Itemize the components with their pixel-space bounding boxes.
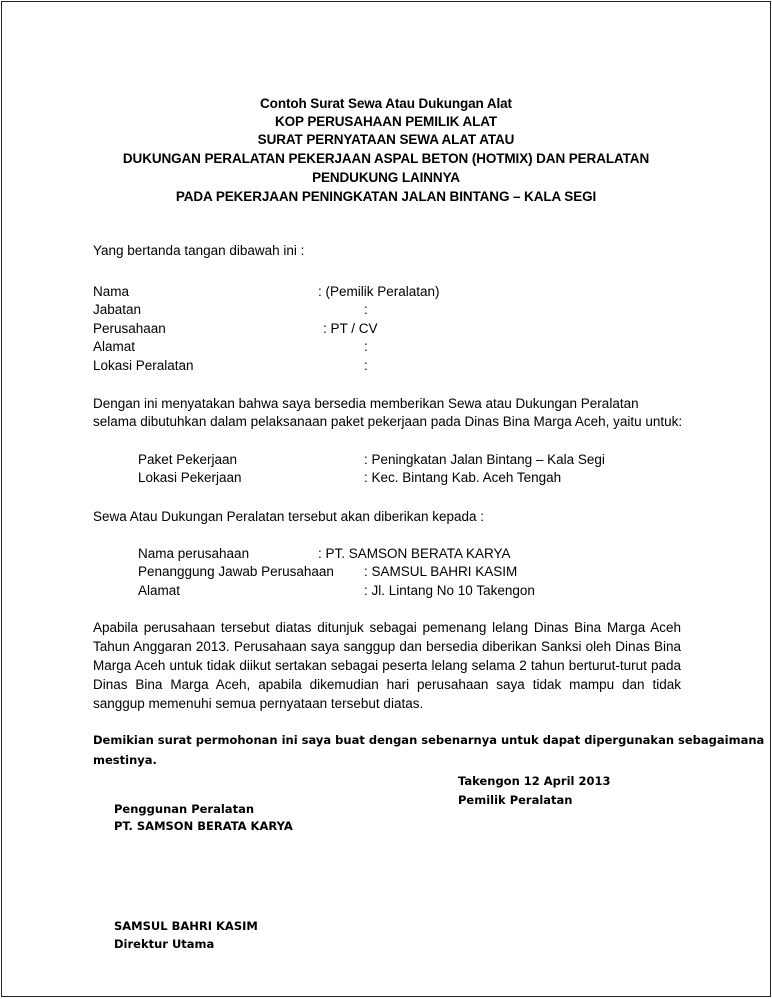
signer-value: : (364, 302, 368, 317)
given-to-text: Sewa Atau Dukungan Peralatan tersebut akan diberikan kepada : (93, 509, 485, 524)
project-label: Lokasi Pekerjaan (138, 470, 242, 485)
recipient-value: : PT. SAMSON BERATA KARYA (318, 546, 511, 561)
conditions-line: Dinas Bina Marga Aceh, apabila dikemudian hari perusahaan saya tidak mampu dan tidak (93, 677, 681, 692)
user-company: PT. SAMSON BERATA KARYA (114, 819, 293, 833)
signer-value: : (364, 358, 368, 373)
signer-value: : PT / CV (323, 321, 378, 336)
signer-value: : (Pemilik Peralatan) (318, 284, 440, 299)
recipient-label: Nama perusahaan (138, 546, 250, 561)
closing-line: mestinya. (93, 753, 157, 767)
user-position: Direktur Utama (114, 937, 215, 951)
project-label: Paket Pekerjaan (138, 452, 238, 467)
letter-page (1, 1, 771, 997)
place-date: Takengon 12 April 2013 (458, 774, 611, 788)
header-title: SURAT PERNYATAAN SEWA ALAT ATAU (257, 132, 515, 147)
recipient-value: : Jl. Lintang No 10 Takengon (364, 583, 535, 598)
signer-label: Nama (93, 284, 130, 299)
conditions-line: Marga Aceh untuk tidak diikut sertakan sebagai peserta lelang selama 2 tahun berturut-turut pada (93, 658, 681, 673)
signer-label: Lokasi Peralatan (93, 358, 194, 373)
closing-line: Demikian surat permohonan ini saya buat dengan sebenarnya untuk dapat dipergunakan sebagaimana (93, 733, 765, 747)
recipient-label: Alamat (138, 583, 181, 598)
header-project: PADA PEKERJAAN PENINGKATAN JALAN BINTANG – KALA SEGI (175, 189, 597, 204)
signer-label: Alamat (93, 339, 136, 354)
intro-text: Yang bertanda tangan dibawah ini : (93, 243, 305, 258)
user-signature-label: Penggunan Peralatan (114, 802, 255, 816)
signer-value: : (364, 339, 368, 354)
conditions-line-last: sanggup memenuhi semua pernyataan tersebut diatas. (93, 696, 424, 711)
user-name: SAMSUL BAHRI KASIM (114, 919, 258, 933)
recipient-value: : SAMSUL BAHRI KASIM (364, 564, 518, 579)
project-value: : Kec. Bintang Kab. Aceh Tengah (364, 470, 562, 485)
signer-label: Perusahaan (93, 321, 166, 336)
signer-label: Jabatan (93, 302, 142, 317)
header-kop: KOP PERUSAHAAN PEMILIK ALAT (274, 114, 498, 129)
recipient-label: Penanggung Jawab Perusahaan (138, 564, 334, 579)
project-value: : Peningkatan Jalan Bintang – Kala Segi (364, 452, 605, 467)
conditions-line: Tahun Anggaran 2013. Perusahaan saya sanggup dan bersedia diberikan Sanksi oleh Dinas Bina (93, 639, 681, 654)
header-subtitle: Contoh Surat Sewa Atau Dukungan Alat (260, 96, 512, 111)
owner-signature-label: Pemilik Peralatan (458, 793, 573, 807)
header-title-cont2: PENDUKUNG LAINNYA (312, 170, 460, 185)
statement-line: selama dibutuhkan dalam pelaksanaan paket pekerjaan pada Dinas Bina Marga Aceh, yaitu untuk: (93, 414, 683, 429)
statement-line: Dengan ini menyatakan bahwa saya bersedia memberikan Sewa atau Dukungan Peralatan (93, 396, 639, 411)
header-title-cont: DUKUNGAN PERALATAN PEKERJAAN ASPAL BETON (HOTMIX) DAN PERALATAN (122, 151, 650, 166)
conditions-line: Apabila perusahaan tersebut diatas ditunjuk sebagai pemenang lelang Dinas Bina Marga Aceh (93, 620, 681, 635)
